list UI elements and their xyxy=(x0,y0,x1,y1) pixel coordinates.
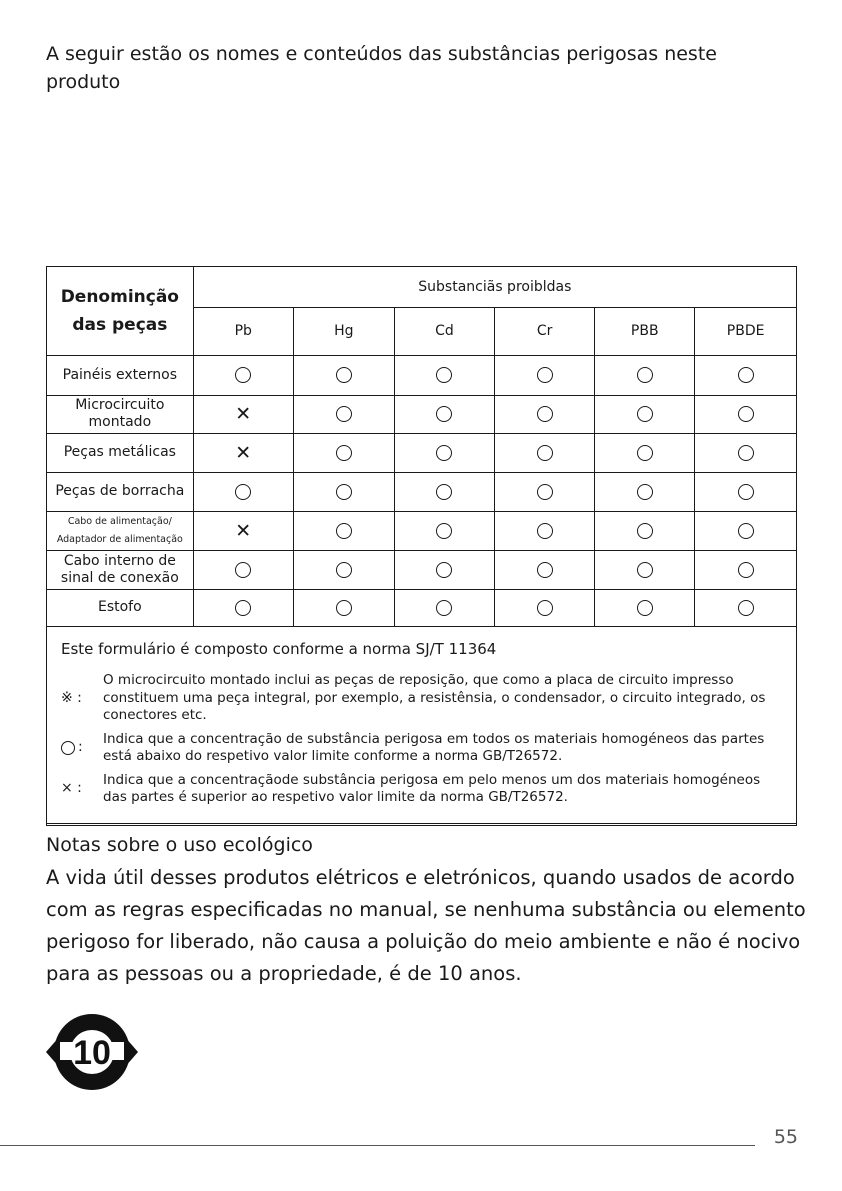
substance-cell xyxy=(293,472,394,511)
substance-cell xyxy=(394,511,494,550)
table-notes xyxy=(47,626,796,823)
substance-cell xyxy=(394,355,494,395)
substance-cell xyxy=(595,472,695,511)
cross-icon: ✕ xyxy=(235,403,252,425)
circle-icon xyxy=(637,406,653,422)
part-name: Peças de borracha xyxy=(47,472,193,511)
column-header: Hg xyxy=(293,307,394,355)
eco-period-10-logo xyxy=(44,1008,140,1094)
note-text: Indica que a concentração de substância perigosa em todos os materiais homogéneos das partes está abaixo do respetivo valor limite conforme a norma GB/T26572. xyxy=(103,730,765,764)
substance-cell xyxy=(495,511,595,550)
part-name: Cabo de alimentação/ Adaptador de alimentação xyxy=(47,511,193,550)
table-row xyxy=(47,511,796,550)
page-number: 55 xyxy=(773,1126,798,1148)
substance-cell xyxy=(695,511,796,550)
cross-icon: ✕ xyxy=(235,519,252,542)
substance-cell xyxy=(394,550,494,589)
substance-cell xyxy=(495,433,595,472)
substance-cell xyxy=(495,589,595,626)
table-row xyxy=(47,355,796,395)
substance-cell xyxy=(595,589,695,626)
substance-cell xyxy=(595,511,695,550)
circle-icon xyxy=(537,562,553,578)
logo-number: 10 xyxy=(73,1034,111,1072)
substance-cell xyxy=(595,433,695,472)
table-row xyxy=(47,395,796,433)
reference-mark-icon: ※ : xyxy=(61,689,82,706)
eco-body: A vida útil desses produtos elétricos e eletrónicos, quando usados de acordo com as regras especificadas no manual, se nenhuma substância ou elemento perigoso for liberado, não causa a poluição do meio ambiente e não é nocivo para as pessoas ou a propriedade, é de 10 anos. xyxy=(46,866,806,985)
substance-cell xyxy=(595,550,695,589)
circle-icon xyxy=(235,367,251,383)
column-header: PBDE xyxy=(695,307,796,355)
substance-cell xyxy=(293,589,394,626)
circle-icon xyxy=(336,600,352,616)
circle-icon xyxy=(537,445,553,461)
circle-icon xyxy=(637,600,653,616)
substance-cell xyxy=(695,395,796,433)
substance-cell xyxy=(695,550,796,589)
substance-cell xyxy=(695,472,796,511)
circle-icon xyxy=(637,367,653,383)
circle-icon xyxy=(738,484,754,500)
note-symbol: : xyxy=(78,739,83,756)
substance-cell xyxy=(394,589,494,626)
part-name-header: Denominção das peças xyxy=(47,267,193,355)
column-header: Cr xyxy=(495,307,595,355)
cross-icon: × : xyxy=(61,780,82,797)
part-name: Estofo xyxy=(47,589,193,626)
circle-icon xyxy=(235,562,251,578)
circle-icon xyxy=(738,406,754,422)
circle-icon xyxy=(637,484,653,500)
table-row xyxy=(47,589,796,626)
column-header: PBB xyxy=(595,307,695,355)
substance-cell xyxy=(595,395,695,433)
circle-icon xyxy=(336,445,352,461)
circle-icon xyxy=(336,484,352,500)
note-row xyxy=(61,731,786,766)
note-text: O microcircuito montado inclui as peças de reposição, que como a placa de circuito impresso constituem uma peça integral, por exemplo, a resistênsia, o condensador, o circuito integrado, os conectores etc. xyxy=(103,672,766,723)
substances-header: Substanciãs proibldas xyxy=(193,267,796,307)
circle-icon xyxy=(336,367,352,383)
substance-cell xyxy=(394,395,494,433)
circle-icon xyxy=(436,406,452,422)
substance-cell xyxy=(394,433,494,472)
substance-cell xyxy=(293,355,394,395)
standard-note: Este formulário é composto conforme a norma SJ/T 11364 xyxy=(61,639,497,658)
circle-icon xyxy=(336,562,352,578)
substance-cell xyxy=(193,511,293,550)
substance-cell xyxy=(193,472,293,511)
substance-cell xyxy=(495,550,595,589)
substance-cell xyxy=(394,472,494,511)
circle-icon xyxy=(336,523,352,539)
circle-icon xyxy=(235,600,251,616)
substance-cell xyxy=(193,355,293,395)
circle-icon xyxy=(637,445,653,461)
substance-cell xyxy=(193,433,293,472)
cross-icon: ✕ xyxy=(235,441,252,464)
circle-icon xyxy=(537,600,553,616)
substance-cell xyxy=(695,433,796,472)
circle-icon xyxy=(61,741,75,755)
substance-cell xyxy=(695,355,796,395)
part-name: Microcircuito montado xyxy=(47,395,193,433)
circle-icon xyxy=(738,367,754,383)
circle-icon xyxy=(436,367,452,383)
circle-icon xyxy=(738,445,754,461)
circle-icon xyxy=(738,600,754,616)
note-row xyxy=(61,672,786,725)
note-text: Indica que a concentraçãode substância perigosa em pelo menos um dos materiais homogéneos das partes é superior ao respetivo valor limite da norma GB/T26572. xyxy=(103,771,761,805)
footer-divider xyxy=(0,1145,755,1146)
circle-icon xyxy=(235,484,251,500)
table-row xyxy=(47,472,796,511)
circle-icon xyxy=(336,406,352,422)
circle-icon xyxy=(537,484,553,500)
table-row xyxy=(47,550,796,589)
substance-cell xyxy=(293,511,394,550)
circle-icon xyxy=(436,562,452,578)
circle-icon xyxy=(537,406,553,422)
circle-icon xyxy=(637,523,653,539)
substance-cell xyxy=(293,433,394,472)
substance-cell xyxy=(293,550,394,589)
circle-icon xyxy=(738,562,754,578)
column-header: Cd xyxy=(394,307,494,355)
substance-cell xyxy=(695,589,796,626)
circle-icon xyxy=(436,445,452,461)
substance-cell xyxy=(193,550,293,589)
part-name: Cabo interno de sinal de conexão xyxy=(47,550,193,589)
column-header: Pb xyxy=(193,307,293,355)
circle-icon xyxy=(738,523,754,539)
circle-icon xyxy=(436,523,452,539)
substance-cell xyxy=(193,589,293,626)
part-name: Painéis externos xyxy=(47,355,193,395)
table-row xyxy=(47,433,796,472)
circle-icon xyxy=(537,523,553,539)
eco-title: Notas sobre o uso ecológico xyxy=(46,834,313,856)
circle-icon xyxy=(537,367,553,383)
substance-cell xyxy=(595,355,695,395)
hazardous-substances-table xyxy=(46,266,797,826)
circle-icon xyxy=(637,562,653,578)
substance-cell xyxy=(495,355,595,395)
note-row xyxy=(61,772,786,807)
substance-cell xyxy=(495,472,595,511)
circle-icon xyxy=(436,484,452,500)
intro-text: A seguir estão os nomes e conteúdos das substâncias perigosas neste produto xyxy=(46,43,717,93)
substance-cell xyxy=(495,395,595,433)
circle-icon xyxy=(436,600,452,616)
substance-cell xyxy=(193,395,293,433)
part-name: Peças metálicas xyxy=(47,433,193,472)
substance-cell xyxy=(293,395,394,433)
